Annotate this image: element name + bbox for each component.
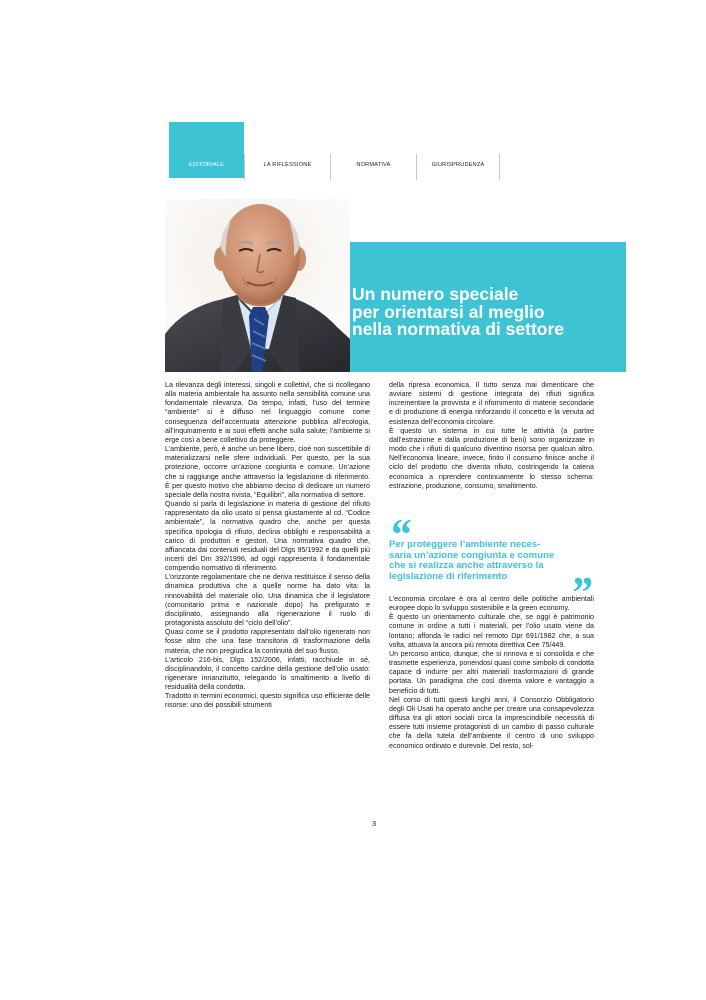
open-quote-mark: “ — [389, 510, 411, 559]
pull-quote-line: Per proteggere l’ambiente neces- — [389, 539, 541, 550]
section-nav — [169, 150, 509, 180]
tab-la-riflessione[interactable]: LA RIFLESSIONE — [263, 162, 312, 168]
paragraph: della ripresa economica. Il tutto senza mai dimenticare che avviare sistemi di gestione integrata dei rifiuti significa incrementare la provvista e il rifornimento di materie secondarie e di produzione di energia rinforzando il concetto e la venuta ad esistenza dell’economia circolare. — [389, 381, 594, 426]
page-number: 3 — [372, 819, 377, 828]
tab-editoriale[interactable]: EDITORIALE — [188, 162, 225, 168]
nav-divider — [499, 154, 500, 180]
author-portrait — [165, 199, 350, 372]
pull-quote-line: legislazione di riferimento — [389, 570, 508, 582]
article-headline — [352, 286, 622, 339]
paragraph: È questo un orientamento culturale che, se oggi è patrimonio comune in ordine a tutti i materiali, per l’olio usato viene da lontano; affonda le radici nel remoto Dpr 691/1982 che, a sua volta, attuava la ancora più remota direttiva Cee 75/449. — [389, 613, 594, 649]
tab-normativa[interactable]: NORMATIVA — [356, 162, 391, 168]
headline-line: Un numero speciale — [352, 284, 519, 304]
pull-quote-line: saria un’azione congiunta e comune — [389, 549, 555, 561]
pull-quote — [389, 540, 594, 582]
close-quote-mark: ” — [570, 568, 592, 617]
paragraph: Un percorso antico, dunque, che si rinnova e si consolida e che trasmette esperienza, ponendosi quasi come simbolo di condotta capace di indurre per altri materiali trasformazioni di grande portata. Un paradigma che così diventa valore e vantaggio a beneficio di tutti. — [389, 649, 594, 695]
paragraph: La rilevanza degli interessi, singoli e collettivi, che si ricollegano alla materia ambientale ha assunto nella sensibilità comune una fondamentale rilevanza. Da tempo, infatti, l’uso del termine “ambiente” si è diffuso nel linguaggio comune come conseguenza dell’accentuata attenzione pubblica all’ecologia, all’inquinamento e ai suoi effetti anche sulla salute; l’ambiente si erge così a bene collettivo da proteggere. — [165, 381, 370, 444]
pull-quote-line: che si realizza anche attraverso la — [389, 560, 544, 572]
body-column-right-top — [389, 381, 594, 491]
headline-line: per orientarsi al meglio — [352, 301, 545, 322]
body-column-left — [165, 381, 370, 711]
paragraph: Nel corso di tutti questi lunghi anni, il Consorzio Obbligatorio degli Oli Usati ha operato anche per creare una consapevolezza diffusa tra gli attori sociali circa la imprescindibile necessità di essere tutti insieme protagonisti di un cambio di passo culturale che fa della tutela dell’ambiente il centro di uno sviluppo economico ordinato e durevole. Del resto, sol- — [389, 695, 594, 750]
paragraph: L’orizzonte regolamentare che ne deriva restituisce il senso della dinamica produttiva che a quelle norme ha dato vita: la rinnovabilità del materiale olio. Una dinamica che il legislatore (comunitario prima e nazionale dopo) ha prefigurato e disciplinato, assegnando alla rigenerazione il ruolo di protagonista assoluto del “ciclo dell’olio”. — [165, 573, 370, 628]
paragraph: Quasi come se il prodotto rappresentato dall’olio rigenerato non fosse altro che una fase transitoria di trasformazione della materia, che non pregiudica la continuità del suo flusso. — [165, 628, 370, 655]
tab-giurisprudenza[interactable]: GIURISPRUDENZA — [431, 162, 485, 168]
paragraph: L’economia circolare è ora al centro delle politiche ambientali europee dopo lo sviluppo sostenibile e la green economy. — [389, 595, 594, 613]
headline-line: nella normativa di settore — [352, 319, 565, 339]
paragraph: Tradotto in termini economici, questo significa uso efficiente delle risorse: uno dei possibili strumenti — [165, 692, 370, 710]
paragraph: L’articolo 216-bis, Dlgs 152/2006, infatti, racchiude in sé, disciplinandolo, il concetto cardine della gestione dell’olio usato: rigenerare innanzitutto, relegando lo smaltimento a livello di residualità della condotta. — [165, 655, 370, 692]
paragraph: L’ambiente, però, è anche un bene libero, cioè non suscettibile di materializzarsi nelle sfere individuali. Per questo, per la sua protezione, occorre un’azione congiunta e comune. Un’azione che si raggiunge anche attraverso la legislazione di riferimento. È per questo motivo che abbiamo deciso di dedicare un numero speciale della nostra rivista, “Equilibri”, alla normativa di settore. — [165, 445, 370, 499]
paragraph: Quando si parla di legislazione in materia di gestione del rifiuto rappresentato da olio usato si pensa giustamente al cd. “Codice ambientale”, la normativa quadro che, anche per questa specifica tipologia di rifiuto, declina obblighi e responsabilità a carico di produttori e gestori. Una normativa quadro che, affiancata dai contenuti residuali del Dlgs 95/1992 e da quelli più incerti del Dm 392/1996, ad oggi rappresenta il fondamentale compendio normativo di riferimento. — [165, 500, 370, 573]
paragraph: È questo un sistema in cui tutte le attività (a partire dall’estrazione e dalla produzione di beni) sono organizzate in modo che i rifiuti di qualcuno diventino risorsa per qualcun altro. Nell’economia lineare, invece, finito il consumo finisce anche il ciclo del prodotto che diventa rifiuto, costringendo la catena economica a riprendere continuamente lo stesso schema: estrazione, produzione, consumo, smaltimento. — [389, 426, 594, 490]
body-column-right-bottom — [389, 595, 594, 751]
